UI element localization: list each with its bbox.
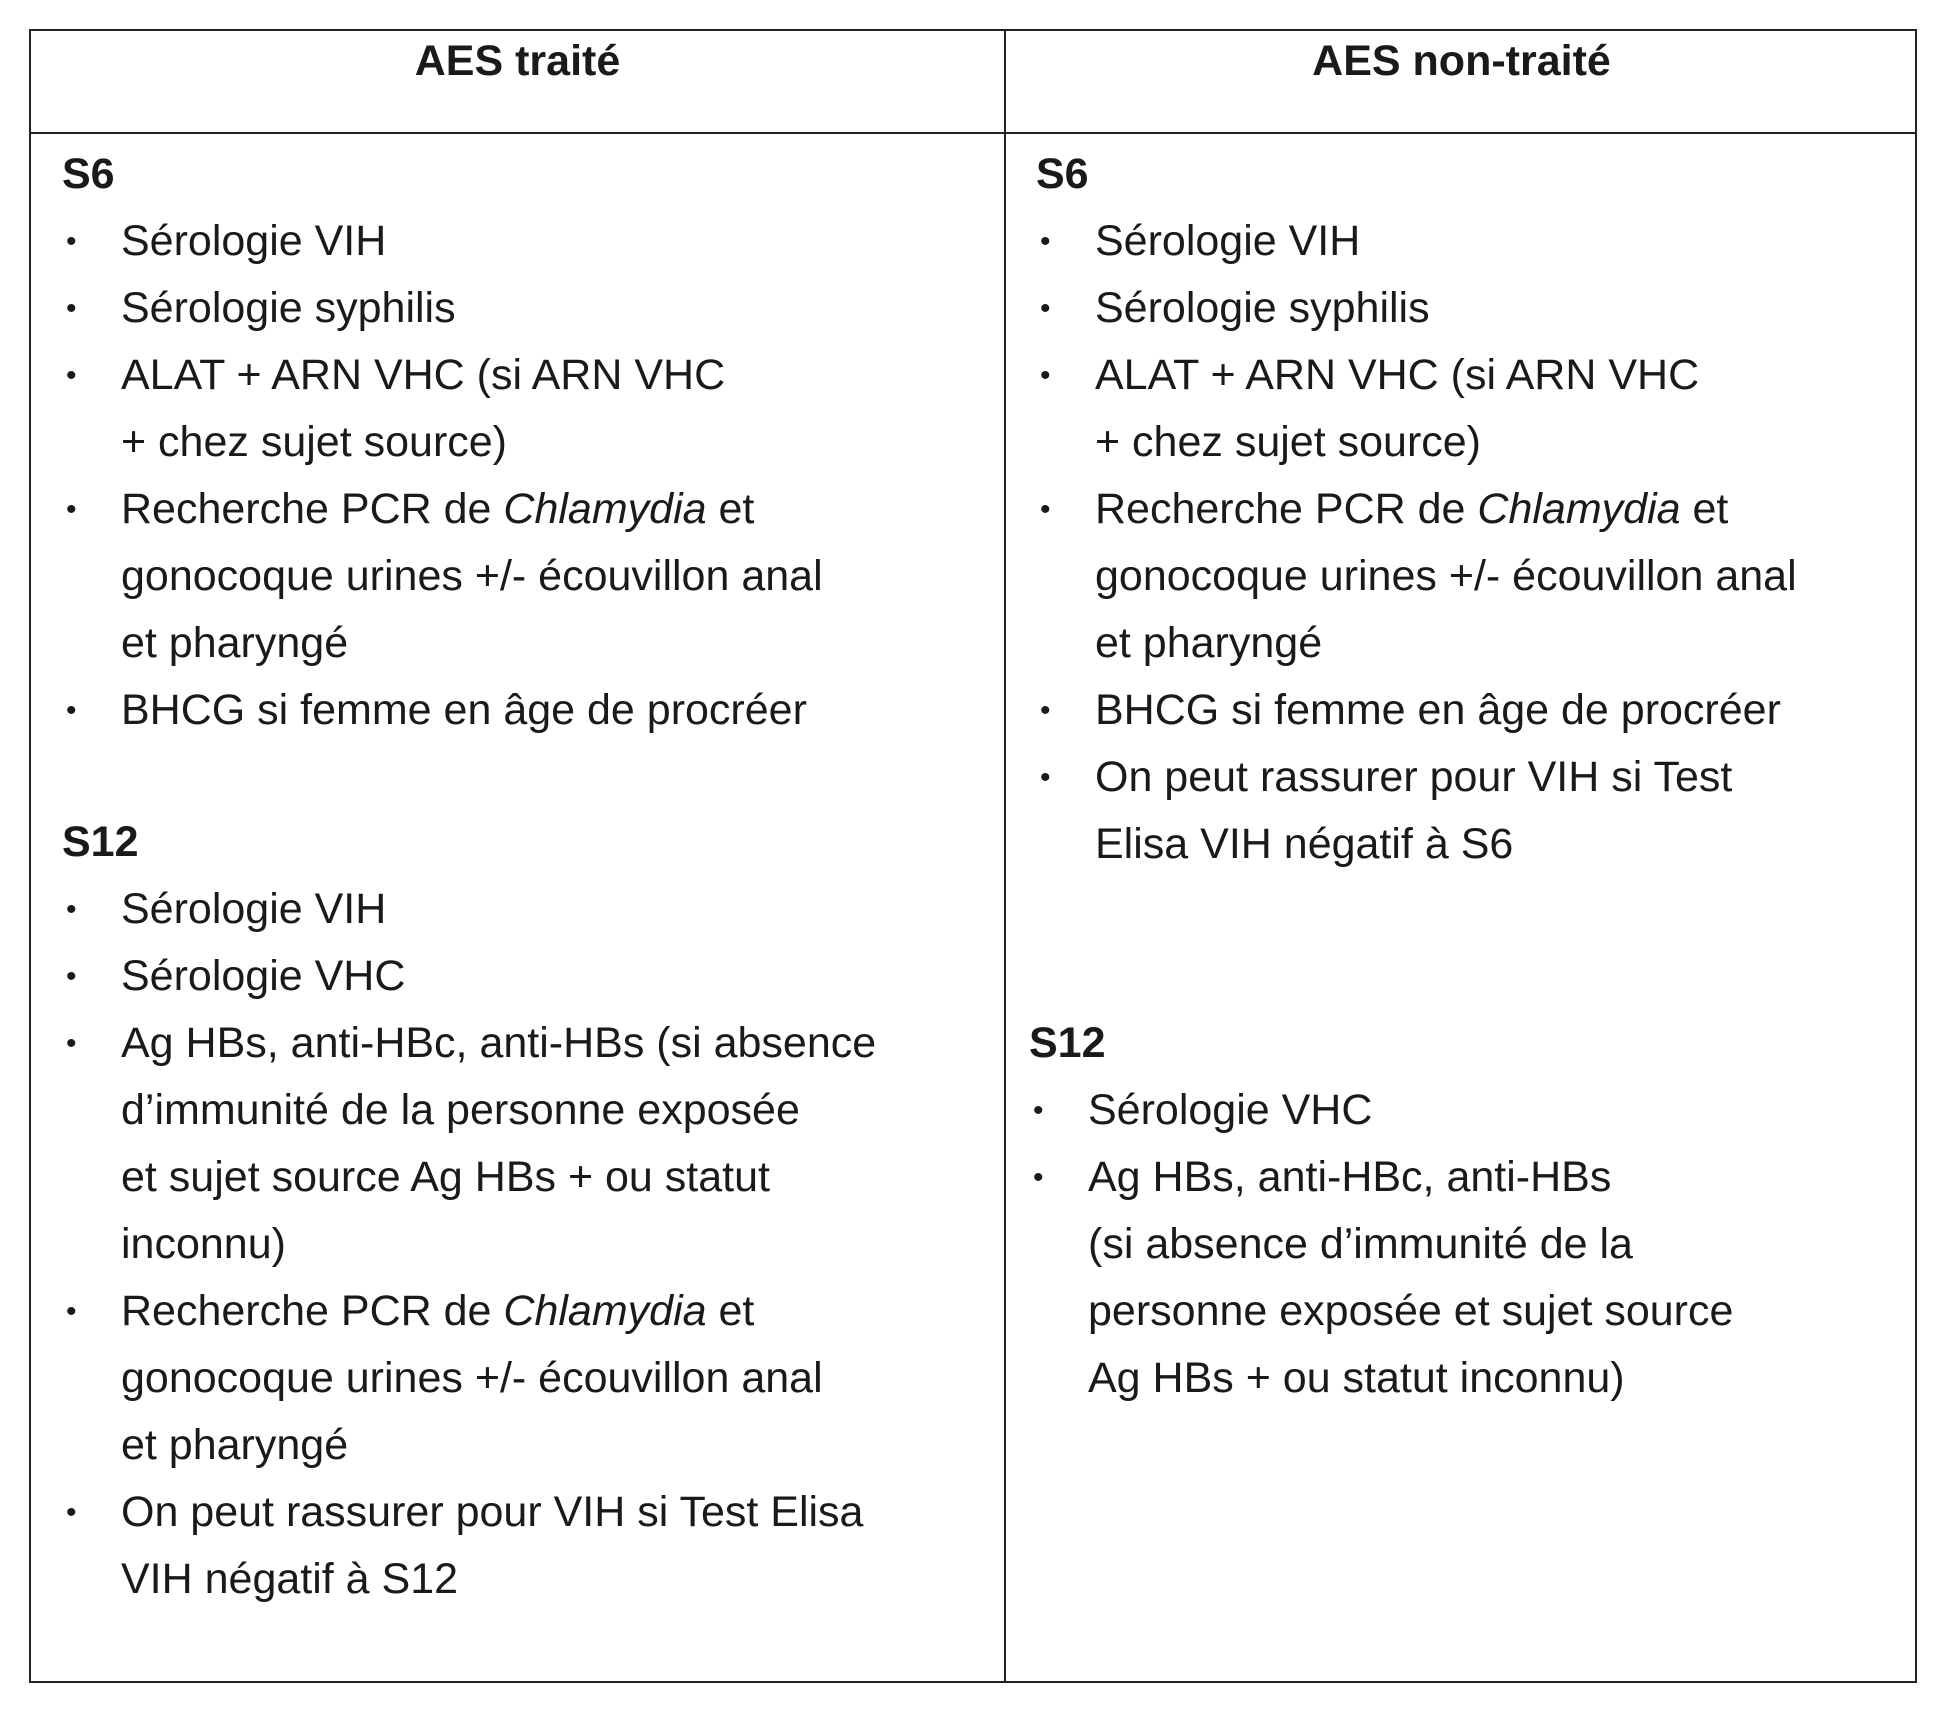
list-item-line: inconnu) [121, 1220, 286, 1268]
list-item-line: et sujet source Ag HBs + ou statut [121, 1153, 770, 1201]
list-item-line: gonocoque urines +/- écouvillon anal [121, 1354, 823, 1402]
list-item-text [121, 677, 807, 744]
bullet-icon: • [66, 893, 77, 926]
list-item-text [1088, 1077, 1372, 1144]
list-item-line: BHCG si femme en âge de procréer [1095, 686, 1781, 734]
text-span: et [706, 485, 755, 533]
list-item-text [1095, 744, 1732, 878]
list-item-line [121, 476, 823, 543]
list-item-line: et pharyngé [121, 619, 349, 667]
list-item-line: Ag HBs + ou statut inconnu) [1088, 1354, 1625, 1402]
bullet-icon: • [1040, 225, 1051, 258]
bullet-icon: • [66, 1027, 77, 1060]
s6-section-title: S6 [62, 150, 115, 198]
bullet-icon: • [1040, 292, 1051, 325]
list-item-text [1095, 677, 1781, 744]
list-item-line: Sérologie VIH [1095, 217, 1361, 265]
s6-section-title: S6 [1036, 150, 1089, 198]
bullet-icon: • [66, 960, 77, 993]
column-divider [1004, 31, 1006, 1681]
list-item-text [1088, 1144, 1733, 1412]
list-item-line: personne exposée et sujet source [1088, 1287, 1734, 1335]
list-item-line: Sérologie VIH [121, 217, 387, 265]
list-item-text [1095, 476, 1797, 677]
list-item-line [1095, 476, 1797, 543]
bullet-icon: • [1040, 359, 1051, 392]
bullet-icon: • [1033, 1094, 1044, 1127]
italic-term: Chlamydia [1477, 485, 1681, 533]
bullet-icon: • [66, 1496, 77, 1529]
follow-up-table [29, 29, 1917, 1683]
bullet-icon: • [66, 359, 77, 392]
list-item-line: et pharyngé [1095, 619, 1323, 667]
list-item-line: Sérologie syphilis [1095, 284, 1430, 332]
bullet-icon: • [1033, 1161, 1044, 1194]
list-item-line: On peut rassurer pour VIH si Test Elisa [121, 1488, 864, 1536]
bullet-icon: • [1040, 694, 1051, 727]
text-span: et [1680, 485, 1729, 533]
list-item-line: (si absence d’immunité de la [1088, 1220, 1633, 1268]
text-span: Recherche PCR de [121, 485, 504, 533]
list-item-text [1095, 208, 1360, 275]
list-item-line: On peut rassurer pour VIH si Test [1095, 753, 1733, 801]
bullet-icon: • [66, 292, 77, 325]
text-span: Recherche PCR de [121, 1287, 504, 1335]
list-item-text [121, 876, 386, 943]
list-item-text [1095, 342, 1699, 476]
list-item-text [121, 1278, 823, 1479]
list-item-line: + chez sujet source) [1095, 418, 1481, 466]
bullet-icon: • [66, 493, 77, 526]
italic-term: Chlamydia [503, 485, 707, 533]
bullet-icon: • [66, 225, 77, 258]
list-item-text [121, 208, 386, 275]
list-item-line: Ag HBs, anti-HBc, anti-HBs [1088, 1153, 1612, 1201]
header-aes-non-traite: AES non-traité [1312, 37, 1611, 85]
list-item-text [1095, 275, 1430, 342]
list-item-line: Elisa VIH négatif à S6 [1095, 820, 1514, 868]
bullet-icon: • [66, 694, 77, 727]
bullet-icon: • [1040, 493, 1051, 526]
header-aes-traite: AES traité [414, 37, 621, 85]
bullet-icon: • [1040, 761, 1051, 794]
s12-section-title: S12 [1029, 1019, 1106, 1067]
list-item-text [121, 342, 725, 476]
list-item-text [121, 476, 823, 677]
list-item-text [121, 275, 456, 342]
list-item-line: Sérologie VIH [121, 885, 387, 933]
list-item-line: d’immunité de la personne exposée [121, 1086, 800, 1134]
list-item-text [121, 943, 405, 1010]
list-item-line: gonocoque urines +/- écouvillon anal [121, 552, 823, 600]
list-item-line: Sérologie VHC [121, 952, 406, 1000]
list-item-line: Sérologie VHC [1088, 1086, 1373, 1134]
list-item-line: et pharyngé [121, 1421, 349, 1469]
list-item-line: ALAT + ARN VHC (si ARN VHC [1095, 351, 1700, 399]
list-item-text [121, 1010, 876, 1278]
list-item-line: ALAT + ARN VHC (si ARN VHC [121, 351, 726, 399]
list-item-line: BHCG si femme en âge de procréer [121, 686, 807, 734]
s12-section-title: S12 [62, 818, 139, 866]
bullet-icon: • [66, 1295, 77, 1328]
list-item-text [121, 1479, 863, 1613]
text-span: Recherche PCR de [1095, 485, 1478, 533]
list-item-line: Sérologie syphilis [121, 284, 456, 332]
italic-term: Chlamydia [503, 1287, 707, 1335]
list-item-line: VIH négatif à S12 [121, 1555, 459, 1603]
header-divider [31, 132, 1915, 134]
list-item-line [121, 1278, 823, 1345]
list-item-line: Ag HBs, anti-HBc, anti-HBs (si absence [121, 1019, 877, 1067]
list-item-line: gonocoque urines +/- écouvillon anal [1095, 552, 1797, 600]
text-span: et [706, 1287, 755, 1335]
list-item-line: + chez sujet source) [121, 418, 507, 466]
